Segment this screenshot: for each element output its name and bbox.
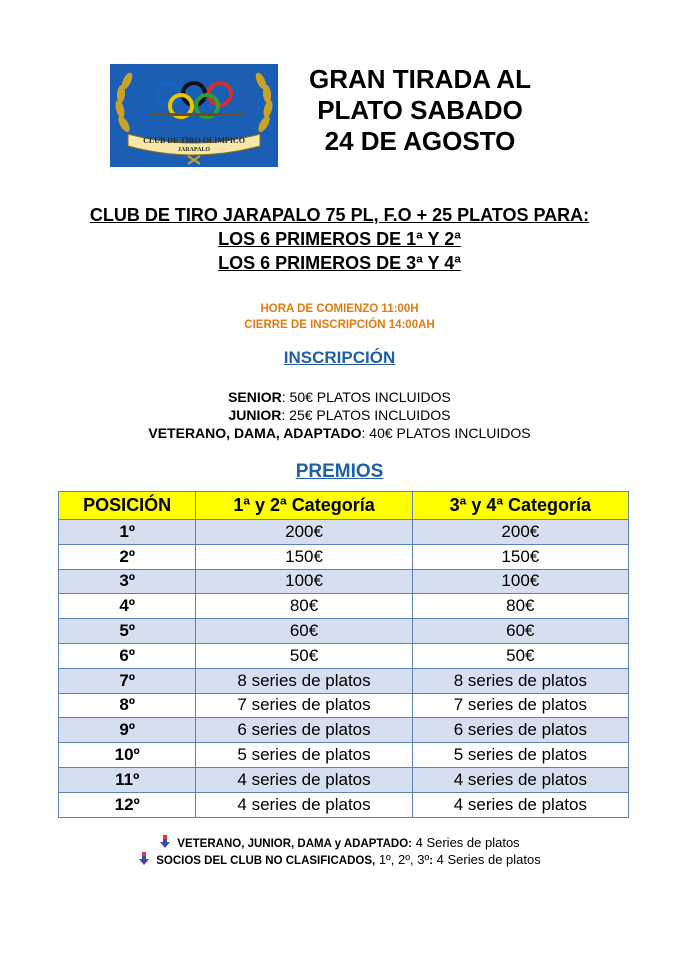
position-cell: 9º bbox=[59, 718, 196, 743]
headline-line1: CLUB DE TIRO JARAPALO 75 PL, F.O + 25 PLATOS PARA: bbox=[89, 205, 590, 225]
title-line3: 24 DE AGOSTO bbox=[324, 126, 516, 156]
prize-cat34-cell: 7 series de platos bbox=[412, 693, 628, 718]
table-row bbox=[59, 520, 629, 545]
position-cell: 3º bbox=[59, 569, 196, 594]
position-cell: 8º bbox=[59, 693, 196, 718]
header-cat12: 1ª y 2ª Categoría bbox=[196, 492, 412, 520]
position-cell: 7º bbox=[59, 668, 196, 693]
start-time: HORA DE COMIENZO 11:00H bbox=[260, 303, 419, 315]
prize-cat34-cell: 80€ bbox=[412, 594, 628, 619]
table-row bbox=[59, 569, 629, 594]
position-cell: 2º bbox=[59, 544, 196, 569]
note-1: VETERANO, JUNIOR, DAMA y ADAPTADO: 4 Series de platos bbox=[0, 835, 679, 852]
prize-cat34-cell: 8 series de platos bbox=[412, 668, 628, 693]
prize-cat34-cell: 60€ bbox=[412, 619, 628, 644]
registration-close: CIERRE DE INSCRIPCIÓN 14:00AH bbox=[244, 319, 435, 331]
prize-cat12-cell: 5 series de platos bbox=[196, 743, 412, 768]
prizes-table bbox=[58, 491, 629, 818]
arrow-down-icon bbox=[138, 852, 150, 866]
prize-cat12-cell: 60€ bbox=[196, 619, 412, 644]
prize-cat12-cell: 4 series de platos bbox=[196, 792, 412, 817]
logo-text-line1: CLUB DE TIRO OLIMPICO bbox=[143, 136, 245, 145]
position-cell: 4º bbox=[59, 594, 196, 619]
premios-title: PREMIOS bbox=[295, 461, 384, 482]
fee-junior: JUNIOR: 25€ PLATOS INCLUIDOS bbox=[228, 407, 451, 423]
header-position: POSICIÓN bbox=[59, 492, 196, 520]
prize-cat34-cell: 150€ bbox=[412, 544, 628, 569]
olympic-ring bbox=[157, 83, 179, 105]
position-cell: 12º bbox=[59, 792, 196, 817]
prize-cat34-cell: 6 series de platos bbox=[412, 718, 628, 743]
title-line1: GRAN TIRADA AL bbox=[309, 64, 531, 94]
prize-cat34-cell: 100€ bbox=[412, 569, 628, 594]
olympic-ring bbox=[183, 83, 205, 105]
table-row bbox=[59, 619, 629, 644]
title-line2: PLATO SABADO bbox=[317, 95, 523, 125]
table-row bbox=[59, 544, 629, 569]
olympic-ring bbox=[209, 83, 231, 105]
table-row bbox=[59, 792, 629, 817]
position-cell: 11º bbox=[59, 767, 196, 792]
position-cell: 6º bbox=[59, 643, 196, 668]
logo-text-line2: JARAPALO bbox=[177, 147, 211, 153]
prize-cat34-cell: 200€ bbox=[412, 520, 628, 545]
headline-line3: LOS 6 PRIMEROS DE 3ª Y 4ª bbox=[218, 253, 461, 273]
prize-cat34-cell: 4 series de platos bbox=[412, 767, 628, 792]
prize-cat12-cell: 200€ bbox=[196, 520, 412, 545]
table-row bbox=[59, 643, 629, 668]
fee-veterano: VETERANO, DAMA, ADAPTADO: 40€ PLATOS INCLUIDOS bbox=[148, 425, 531, 441]
inscripcion-title: INSCRIPCIÓN bbox=[283, 348, 396, 367]
prize-cat34-cell: 50€ bbox=[412, 643, 628, 668]
prize-cat12-cell: 4 series de platos bbox=[196, 767, 412, 792]
prize-cat12-cell: 8 series de platos bbox=[196, 668, 412, 693]
table-row bbox=[59, 594, 629, 619]
position-cell: 5º bbox=[59, 619, 196, 644]
note-2: SOCIOS DEL CLUB NO CLASIFICADOS, 1º, 2º, 3º: 4 Series de platos bbox=[0, 852, 679, 869]
prize-cat12-cell: 150€ bbox=[196, 544, 412, 569]
fee-senior: SENIOR: 50€ PLATOS INCLUIDOS bbox=[228, 389, 451, 405]
table-row bbox=[59, 718, 629, 743]
prize-cat34-cell: 5 series de platos bbox=[412, 743, 628, 768]
headline-line2: LOS 6 PRIMEROS DE 1ª Y 2ª bbox=[218, 229, 461, 249]
prize-cat12-cell: 100€ bbox=[196, 569, 412, 594]
arrow-down-icon bbox=[159, 835, 171, 849]
table-row bbox=[59, 693, 629, 718]
table-row bbox=[59, 668, 629, 693]
position-cell: 10º bbox=[59, 743, 196, 768]
prize-cat34-cell: 4 series de platos bbox=[412, 792, 628, 817]
prize-cat12-cell: 6 series de platos bbox=[196, 718, 412, 743]
prize-cat12-cell: 80€ bbox=[196, 594, 412, 619]
event-title bbox=[300, 64, 540, 157]
prize-cat12-cell: 50€ bbox=[196, 643, 412, 668]
table-row bbox=[59, 767, 629, 792]
prize-cat12-cell: 7 series de platos bbox=[196, 693, 412, 718]
club-logo bbox=[110, 64, 278, 167]
position-cell: 1º bbox=[59, 520, 196, 545]
header-cat34: 3ª y 4ª Categoría bbox=[412, 492, 628, 520]
table-row bbox=[59, 743, 629, 768]
table-header-row bbox=[59, 492, 629, 520]
